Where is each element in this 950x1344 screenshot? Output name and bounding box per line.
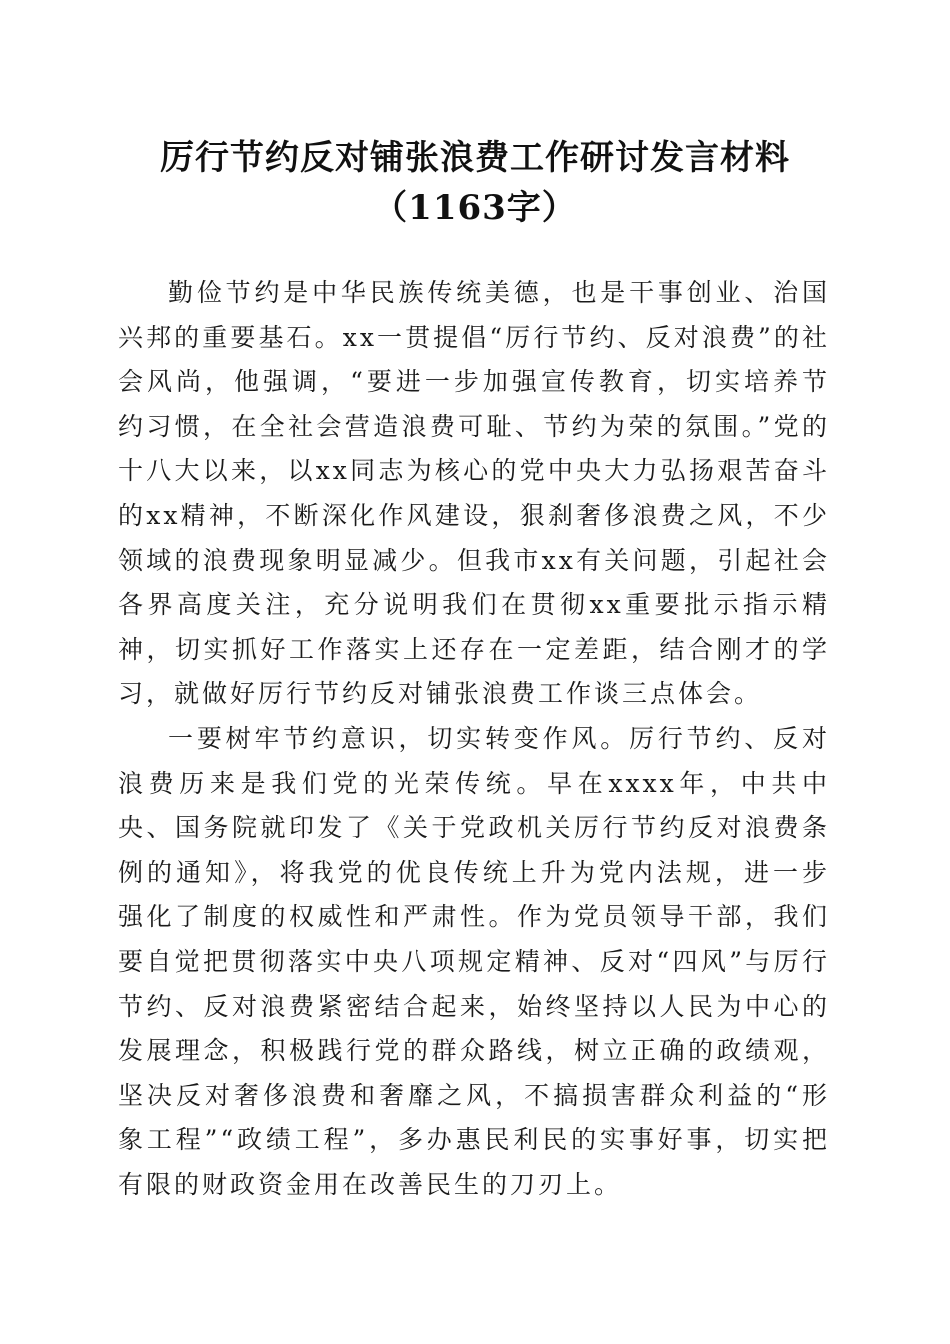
- paragraph-intro: 勤俭节约是中华民族传统美德，也是干事创业、治国兴邦的重要基石。xx一贯提倡“厉行节约、反对浪费”的社会风尚，他强调，“要进一步加强宣传教育，切实培养节约习惯，在全社会营造浪费可耻、节约为荣的氛围。”党的十八大以来，以xx同志为核心的党中央大力弘扬艰苦奋斗的xx精神，不断深化作风建设，狠刹奢侈浪费之风，不少领域的浪费现象明显减少。但我市xx有关问题，引起社会各界高度关注，充分说明我们在贯彻xx重要批示指示精神，切实抓好工作落实上还存在一定差距，结合刚才的学习，就做好厉行节约反对铺张浪费工作谈三点体会。: [118, 278, 830, 709]
- document-subtitle: （1163字）: [373, 188, 577, 228]
- document-body: [118, 271, 830, 1207]
- document-title: 厉行节约反对铺张浪费工作研讨发言材料: [160, 138, 790, 178]
- paragraph-point-one: 一要树牢节约意识，切实转变作风。厉行节约、反对浪费历来是我们党的光荣传统。早在xxxx年，中共中央、国务院就印发了《关于党政机关厉行节约反对浪费条例的通知》，将我党的优良传统上升为党内法规，进一步强化了制度的权威性和严肃性。作为党员领导干部，我们要自觉把贯彻落实中央八项规定精神、反对“四风”与厉行节约、反对浪费紧密结合起来，始终坚持以人民为中心的发展理念，积极践行党的群众路线，树立正确的政绩观，坚决反对奢侈浪费和奢靡之风，不搞损害群众利益的“形象工程”“政绩工程”，多办惠民利民的实事好事，切实把有限的财政资金用在改善民生的刀刃上。: [118, 723, 830, 1199]
- title-block: [100, 133, 850, 233]
